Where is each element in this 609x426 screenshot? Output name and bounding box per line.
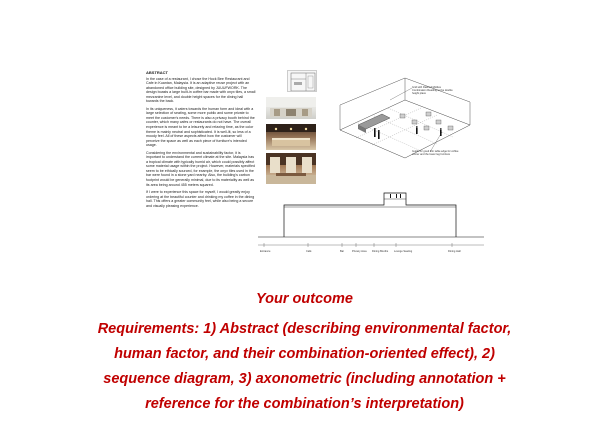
caption-line-3: sequence diagram, 3) axonometric (including annotation + bbox=[103, 371, 506, 387]
section-label-bar: Bar bbox=[340, 250, 345, 253]
caption-line-1: Requirements: 1) Abstract (describing environmental factor, bbox=[97, 321, 512, 337]
caption-line-2: human factor, and their combination-oriented effect), 2) bbox=[114, 346, 495, 362]
section-label-cafe: Café bbox=[306, 250, 312, 253]
axonometric-annotation-top: Grid with Dashed Moldes Combination Reading to the double height place bbox=[412, 86, 453, 95]
axonometric-annotation-bottom: Guide for good thin table edge for coffee corner and the lower leg furniture bbox=[412, 150, 459, 156]
section-label-privacy: Privacy Area bbox=[352, 250, 367, 253]
section-label-dining-booths: Dining Booths bbox=[372, 250, 389, 253]
abstract-paragraph-4: If I were to experience this space for myself, I would greatly enjoy ordering at the beautiful counter and drinking my coffee in the dining hall. This offers a greater community feel, while also being a secure and visually pleasing experience. bbox=[146, 190, 255, 208]
section-label-entrance: Entrance bbox=[260, 250, 271, 253]
interior-photo-exterior bbox=[266, 97, 316, 119]
abstract-block bbox=[146, 71, 256, 211]
abstract-paragraph-2: In its uniqueness, it caters towards the human form and ideal with a large selection of seating, some more public and some private to meet the customer's needs. There is also a privacy booth behind the counter, which many cafes or restaurants do not have. The overall experience is meant to be a leisurely and relaxing time, as the color theme is mainly neutral and sophisticated. It is well-lit, so less of a moody feel. All of these aspects affect how the customer will perceive the space as well as each piece of furniture's intended usage. bbox=[146, 106, 255, 148]
abstract-title: ABSTRACT bbox=[146, 70, 168, 75]
section-label-lounge: Lounge Seating bbox=[394, 250, 413, 253]
abstract-paragraph-3: Considering the environmental and sustainability factor, it is important to understand the current climate at the site. Malaysia has a tropical climate with typically humid air, which could possibly affect some material usage within the project. However, materials specified seem to be ethically sourced, for example, the onyx tiles used in the bar were found in a stone yard nearby. Also, the building's carbon footprint would be generally minimal, due to its materiality as well as its area being around 455 meters squared. bbox=[146, 150, 256, 187]
floor-plan-thumbnail bbox=[287, 70, 317, 92]
abstract-paragraph-1: In the case of a restaurant, I chose the Hock Bee Restaurant and Cafe in Kuantan, Malaysia. It is an adaptive reuse project with an abandoned office building site, designed by JUUUFWORK. The design boasts a large built-in coffee bar made with onyx tiles, a small mezzanine level, and double height spaces for the dining hall towards the back. bbox=[146, 76, 256, 104]
caption-line-4: reference for the combination’s interpretation) bbox=[145, 396, 464, 412]
section-label-dining-hall: Dining Hall bbox=[448, 250, 461, 253]
sequence-section-diagram bbox=[256, 185, 486, 260]
interior-photo-dining bbox=[266, 153, 316, 184]
caption-heading: Your outcome bbox=[256, 291, 353, 307]
interior-photo-bar bbox=[266, 124, 316, 150]
axonometric-drawing bbox=[330, 70, 480, 180]
